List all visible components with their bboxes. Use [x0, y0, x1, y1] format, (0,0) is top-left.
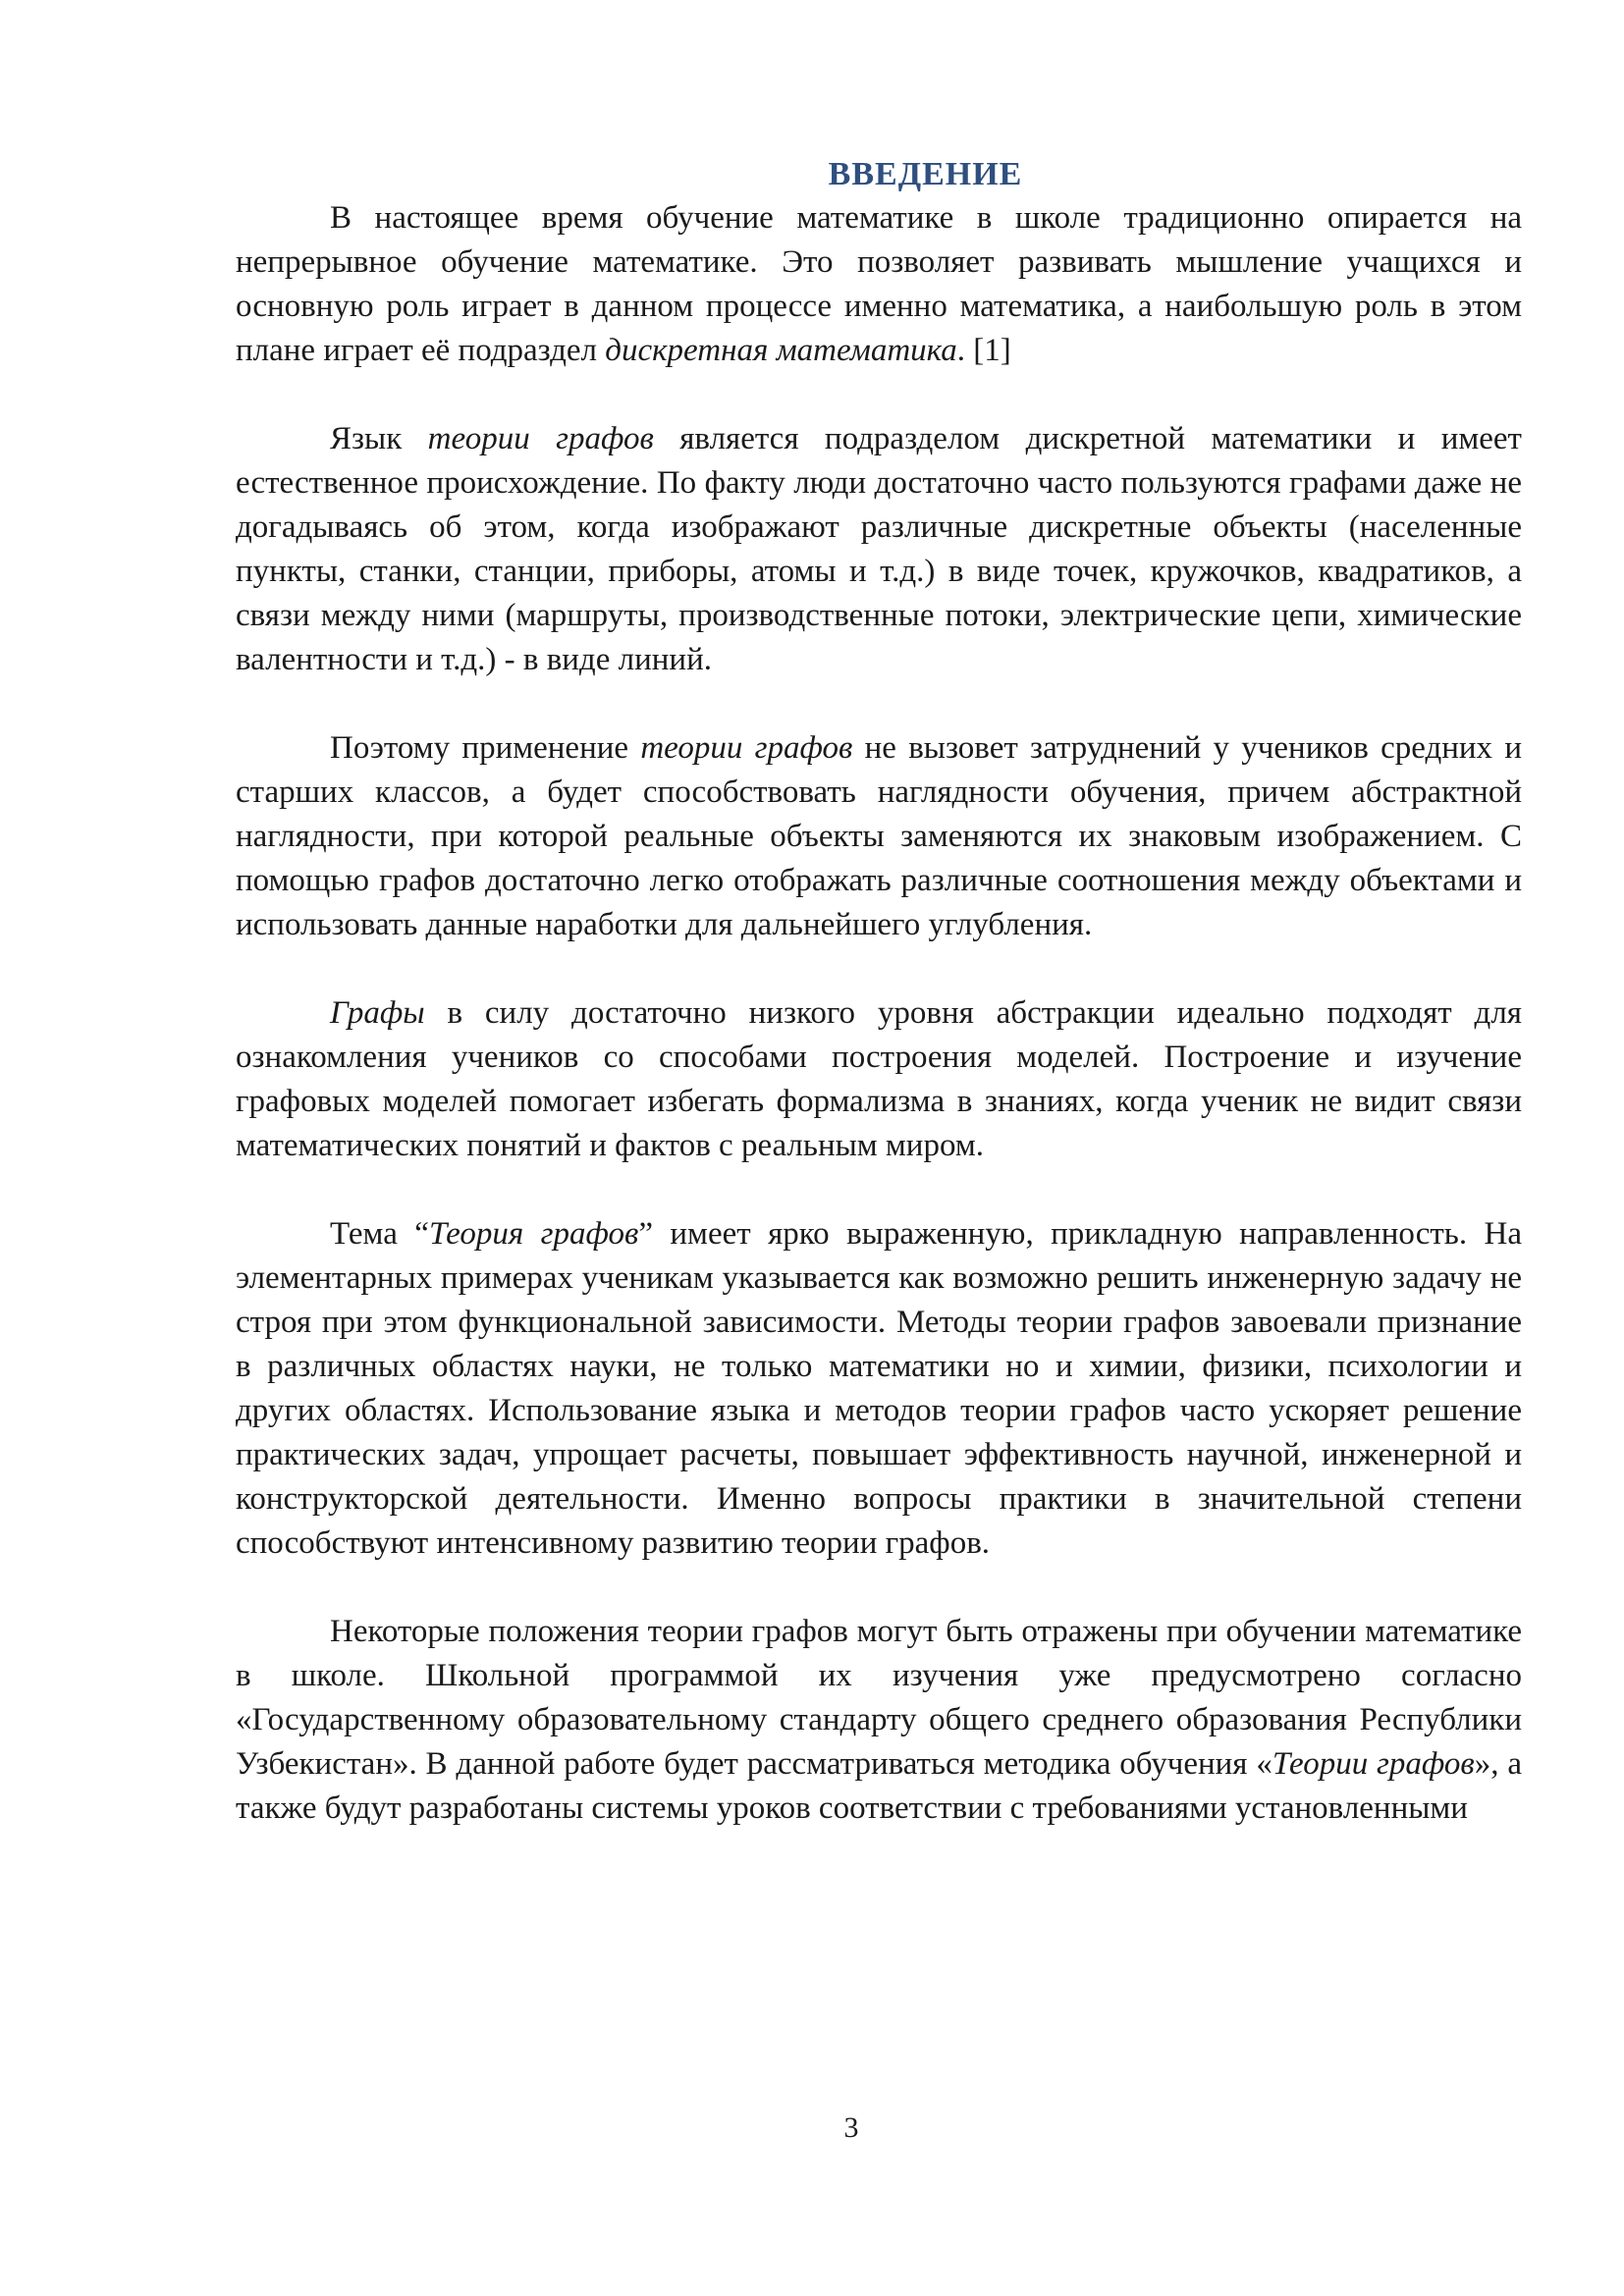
paragraph-text: является подразделом дискретной математики и имеет естественное происхождение. По факту люди достаточно часто пользуются графами даже не догадываясь об этом, когда изображают различные дискретные объекты (населенные пункты, станки, станции, приборы, атомы и т.д.) в виде точек, кружочков, квадратиков, а связи между ними (маршруты, производственные потоки, электрические цепи, химические валентности и т.д.) - в виде линий. — [236, 421, 1522, 677]
italic-term: Графы — [330, 995, 425, 1031]
body-paragraph — [236, 196, 1522, 373]
paragraph-text: Тема “ — [330, 1216, 429, 1252]
paragraph-text: Поэтому применение — [330, 730, 641, 766]
body-paragraph — [236, 726, 1522, 947]
paragraph-text: Язык — [330, 421, 428, 456]
page-number: 3 — [843, 2111, 859, 2144]
paragraph-list — [236, 196, 1522, 1831]
body-paragraph — [236, 1610, 1522, 1831]
body-paragraph — [236, 1212, 1522, 1566]
paragraph-text: В настоящее время обучение математике в школе традиционно опирается на непрерывное обучение математике. Это позволяет развивать мышление учащихся и основную роль играет в данном процессе именно математика, а наибольшую роль в этом плане играет её подраздел — [236, 200, 1522, 368]
paragraph-text: в силу достаточно низкого уровня абстракции идеально подходят для ознакомления учеников со способами построения моделей. Построение и изучение графовых моделей помогает избегать формализма в знаниях, когда ученик не видит связи математических понятий и фактов с реальным миром. — [236, 995, 1522, 1163]
paragraph-text: не вызовет затруднений у учеников средних и старших классов, а будет способствовать наглядности обучения, причем абстрактной наглядности, при которой реальные объекты заменяются их знаковым изображением. С помощью графов достаточно легко отображать различные соотношения между объектами и использовать данные наработки для дальнейшего углубления. — [236, 730, 1522, 942]
paragraph-text: ” имеет ярко выраженную, прикладную направленность. На элементарных примерах ученикам указывается как возможно решить инженерную задачу не строя при этом функциональной зависимости. Методы теории графов завоевали признание в различных областях науки, не только математики но и химии, физики, психологии и других областях. Использование языка и методов теории графов часто ускоряет решение практических задач, упрощает расчеты, повышает эффективность научной, инженерной и конструкторской деятельности. Именно вопросы практики в значительной степени способствуют интенсивному развитию теории графов. — [236, 1216, 1523, 1561]
italic-term: дискретная математика — [605, 333, 957, 368]
paragraph-text: Некоторые положения теории графов могут быть отражены при обучении математике в школе. Школьной программой их изучения уже предусмотрено согласно «Государственному образовательному стандарту общего среднего образования Республики Узбекистан». В данной работе будет рассматриваться методика обучения « — [236, 1614, 1522, 1782]
page-content — [236, 153, 1522, 1831]
section-title: ВВЕДЕНИЕ — [828, 156, 1023, 192]
paragraph-text: », а также будут разработаны системы уроков соответствии с требованиями установленными — [236, 1746, 1522, 1826]
italic-term: теории графов — [640, 730, 853, 766]
italic-term: Теория графов — [428, 1216, 639, 1252]
paragraph-text: . [1] — [956, 333, 1011, 368]
italic-term: теории графов — [427, 421, 654, 456]
body-paragraph — [236, 991, 1522, 1168]
body-paragraph — [236, 417, 1522, 682]
italic-term: Теории графов — [1272, 1746, 1475, 1782]
